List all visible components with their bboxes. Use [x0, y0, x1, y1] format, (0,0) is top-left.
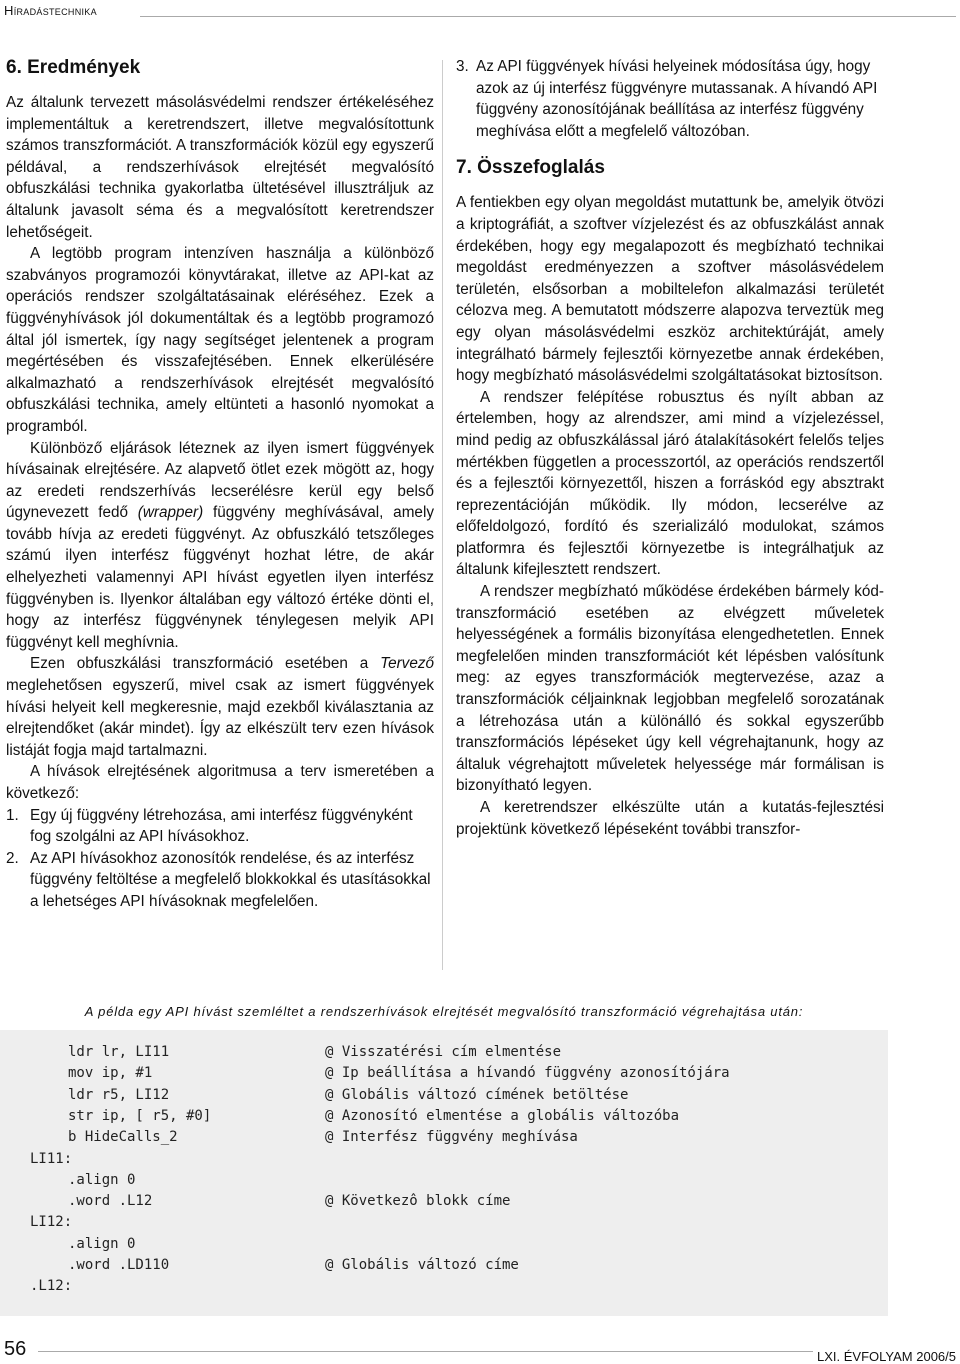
paragraph: A legtöbb program intenzíven használja a különböző szabványos programozói könyvtárakat, illetve az API-kat az operációs rendszer szolgáltatásainak eléréséhez. Ezek a függvényhívások jól dokumentáltak és a legtöbb programozó által jól ismertek, így nagy segítséget jelentenek a program megértésében és visszafejtésében. Ennek elkerülésére alkalmazható a rendszerhívások elrejtését megvalósító obfuszkálási technika, amely eltünteti a hasonló nyomokat a programból.	[6, 245, 434, 435]
code-comment: @ Globális változó címe	[325, 1257, 519, 1273]
code-instruction: .align 0	[68, 1171, 136, 1188]
code-instruction: .L12:	[30, 1278, 73, 1295]
running-header	[0, 0, 960, 30]
code-instruction: ldr r5, LI12	[68, 1086, 170, 1103]
code-instruction: ldr lr, LI11	[68, 1044, 170, 1060]
paragraph	[6, 438, 434, 654]
page-number: 56	[4, 1338, 27, 1360]
volume-info: LXI. ÉVFOLYAM 2006/5	[813, 1349, 956, 1364]
code-line	[0, 1106, 888, 1127]
planner-term: Tervező	[380, 655, 434, 673]
code-line	[0, 1276, 888, 1297]
code-comment: @ Azonosító elmentése a globális változóba	[325, 1107, 680, 1124]
code-comment: @ Visszatérési cím elmentése	[325, 1044, 562, 1060]
paragraph: A keretrendszer elkészülte után a kutatás-fejlesztési projektünk következő lépéseként további transzfor-	[456, 799, 884, 838]
code-instruction: b HideCalls_2	[68, 1129, 178, 1146]
paragraph: A fentiekben egy olyan megoldást mutattunk be, amelyik ötvözi a kriptográfiát, a szoftver vízjelezést és az obfuszkálást annak érdekében, hogy egy megalapozott és megbízható technikai megoldást eredményezzen a szoftver másolásvédelem területén, elsősorban a mobiltelefon alkalmazási területét célozva meg. A bemutatott módszerre alapozva terveztük meg egy olyan másolásvédelmi eszköz architektúráját, amely integrálható bármely fejlesztői környezetbe annak érdekében, hogy megbízható másolásvédelmi szolgáltatásokat biztosítson.	[456, 194, 884, 385]
paragraph	[6, 653, 434, 761]
column-divider	[442, 60, 443, 970]
code-instruction: .word .LD110	[68, 1257, 170, 1273]
list-item	[6, 805, 434, 848]
section-heading-summary: 7. Összefoglalás	[456, 157, 605, 179]
left-column	[6, 52, 434, 913]
code-line	[0, 1085, 888, 1106]
list-text: Az API függvények hívási helyeinek módosítása úgy, hogy azok az új interfész függvényre mutassanak. A hívandó API függvény azonosítójának beállítása az interfész függvény meghívása előtt a megfelelő változóban.	[476, 58, 878, 140]
code-line	[0, 1191, 888, 1212]
code-comment: @ Interfész függvény meghívása	[325, 1129, 578, 1146]
algorithm-steps	[6, 805, 434, 913]
code-line	[0, 1170, 888, 1191]
paragraph: Az általunk tervezett másolásvédelmi rendszer értékeléséhez implementáltuk a keretrendszert, illetve megvalósítottunk számos transzformációt. A transzformációk közül egy egyszerű példával, a rendszerhívások elrejtését megvalósító obfuszkálási technika gyakorlatba ültetésével illusztráljuk az általunk javasolt séma és a megvalósított keretrendszer lehetőségeit.	[6, 94, 434, 241]
code-comment: @ Globális változó címének betöltése	[325, 1086, 629, 1103]
paragraph: A hívások elrejtésének algoritmusa a terv ismeretében a következő:	[6, 763, 434, 802]
paragraph: A rendszer felépítése robusztus és nyílt abban az értelemben, hogy az alrendszer, ami mind a vízjelezéssel, mind pedig az obfuszkálással járó átalakításokért felelős teljes mértékben független a processzortól, az operációs rendszertől és a fejlesztői környezettől, hiszen a forráskód egy absztrakt reprezentációján működik. Ily módon, lecserélve az előfeldolgozó, fordító és szerializáló modulokat, számos platformra és fejlesztői környezetbe is integrálhatjuk az általunk kifejlesztett rendszert.	[456, 388, 884, 579]
list-item	[6, 848, 434, 913]
paragraph-text: függvény meghívásával, amely tovább hívja az eredeti függvényt. Az obfuszkáló tetszőleges számú ilyen interfész függvényt hozhat létre, de akár elhelyezheti valamennyi API hívást egyetlen ilyen interfész függvényben is. Ilyenkor általában egy változó értéke dönti el, hogy az interfész függvénynek ténylegesen melyik API függvényt kell meghívnia.	[6, 504, 434, 651]
list-number: 1.	[6, 806, 19, 824]
code-listing	[0, 1030, 888, 1316]
algorithm-steps-continued	[456, 56, 884, 142]
code-line	[0, 1149, 888, 1170]
section-heading-results: 6. Eredmények	[6, 57, 141, 78]
list-number: 3.	[456, 58, 469, 75]
code-instruction: .align 0	[68, 1235, 136, 1252]
wrapper-term: (wrapper)	[137, 504, 204, 522]
journal-title: Híradástechnika	[4, 3, 97, 18]
paragraph-text: Különböző eljárások léteznek az ilyen ismert függvények hívásainak elrejtésére. Az alapvető ötlet ezek mögött az, hogy az eredeti rendszerhívás lecserélésre kerül egy belső úgynevezett fedő	[6, 439, 434, 522]
code-line	[0, 1255, 888, 1276]
code-comment: @ Következô blokk címe	[325, 1193, 511, 1210]
code-line	[0, 1212, 888, 1233]
code-caption: A példa egy API hívást szemléltet a rendszerhívások elrejtését megvalósító transzformáció végrehajtása után:	[84, 1004, 804, 1019]
code-instruction: LI12:	[30, 1214, 73, 1231]
code-line	[0, 1063, 888, 1084]
list-text: Egy új függvény létrehozása, ami interfész függvényként fog szolgálni az API hívásokhoz.	[30, 806, 413, 846]
code-instruction: .word .L12	[68, 1193, 153, 1210]
code-line	[0, 1234, 888, 1255]
code-instruction: LI11:	[30, 1150, 73, 1167]
paragraph: A rendszer megbízható működése érdekében bármely kód-transzformáció esetében az elvégzett műveletek helyességének a formális bizonyítása elengedhetetlen. Ennek megfelelően minden transzformációt két lépésben valósítunk meg: az egyes transzformációk megtervezése, azaz a transzformációk céljainknak legjobban megfelelő sorozatának a létrehozása után a különálló és sokkal egyszerűbb transzformációs lépéseket úgy kell végrehajtanunk, hogy az általuk végrehajtott műveletek helyessége már formálisan is bizonyítható legyen.	[456, 583, 884, 795]
header-rule	[140, 16, 956, 17]
list-number: 2.	[6, 849, 19, 867]
list-item	[456, 56, 884, 142]
code-comment: @ Ip beállítása a hívandó függvény azonosítójára	[325, 1065, 730, 1082]
code-instruction: mov ip, #1	[68, 1065, 153, 1082]
paragraph-text: meglehetősen egyszerű, mivel csak az ismert függvények hívási helyeit kell megkeresnie, majd ezekből kiválasztania az elrejtendőket (akár mindet). Így az elkészült terv ezen hívások listáját fogja majd tartalmazni.	[6, 677, 434, 759]
code-instruction: str ip, [ r5, #0]	[68, 1107, 212, 1124]
code-line	[0, 1127, 888, 1148]
list-text: Az API hívásokhoz azonosítók rendelése, és az interfész függvény feltöltése a megfelelő blokkokkal és utasításokkal a lehetséges API hívásoknak megfelelően.	[30, 849, 431, 910]
paragraph-text: Ezen obfuszkálási transzformáció esetében a	[30, 655, 381, 673]
code-line	[0, 1042, 888, 1063]
right-column	[456, 52, 884, 840]
